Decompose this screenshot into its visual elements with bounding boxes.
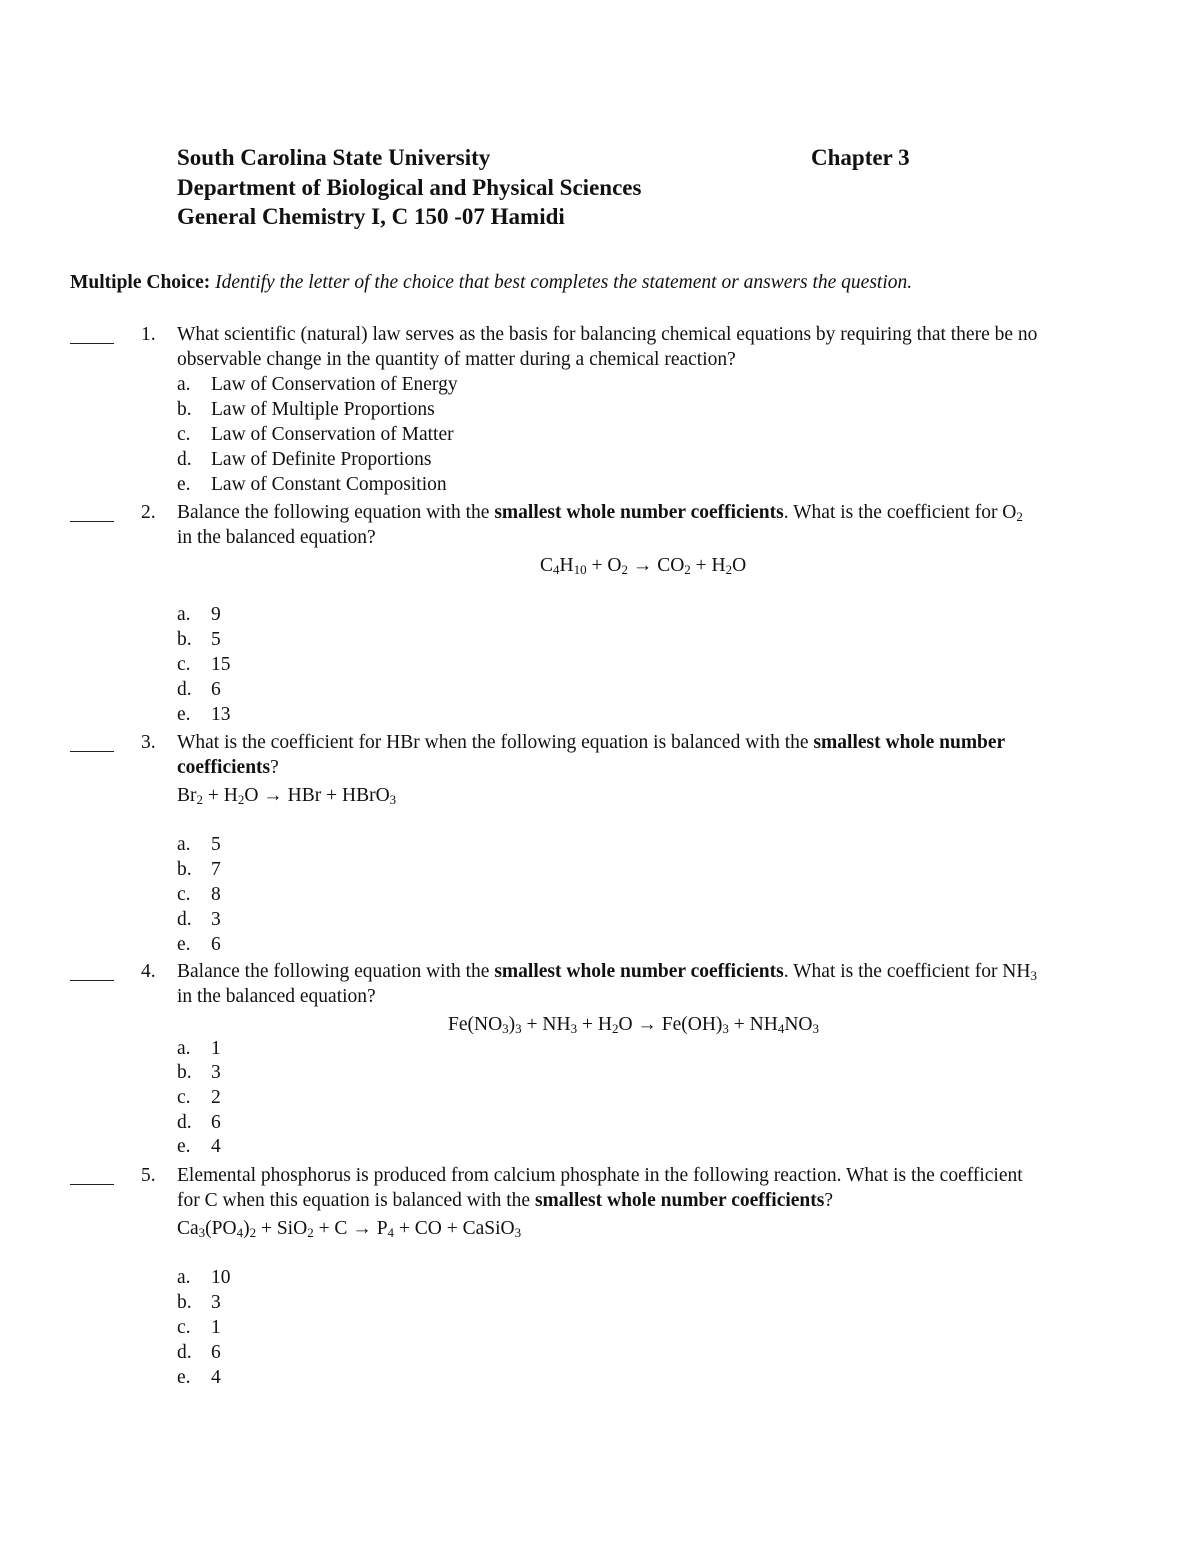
instructions-text: Identify the letter of the choice that best completes the statement or answers the question.: [215, 272, 913, 293]
chemical-equation: $Br_2 + H_2O$ → HBr + HBrO$_3$: [177, 785, 397, 807]
question-number: 4.: [141, 961, 156, 982]
option-b: b. 7: [177, 859, 221, 880]
option-e: e. 13: [177, 704, 231, 725]
question-number: 2.: [141, 502, 156, 523]
option-a: a. 9: [177, 604, 221, 625]
answer-blank[interactable]: [70, 1184, 114, 1185]
chemical-equation: $C_4H_{10} + O_2 \to CO_2 + H_2O$: [540, 555, 747, 577]
option-d: d. Law of Definite Proportions: [177, 449, 432, 470]
option-b: b. 5: [177, 629, 221, 650]
option-e: e. Law of Constant Composition: [177, 474, 447, 495]
chemical-equation: $Fe(NO_3)_3 + NH_3 + H_2O \to Fe(OH)_3 + NH_4NO_3$: [448, 1014, 820, 1036]
answer-blank[interactable]: [70, 343, 114, 344]
option-d: d. 6: [177, 1112, 221, 1133]
instructions-label: Multiple Choice:: [70, 272, 211, 293]
question-text: Elemental phosphorus is produced from calcium phosphate in the following reaction. What is the coefficient for C when this equation is balanced with the smallest whole number coefficients?: [177, 1165, 1023, 1211]
question-number: 3.: [141, 732, 156, 753]
option-c: c. 8: [177, 884, 221, 905]
answer-blank[interactable]: [70, 751, 114, 752]
chemical-equation: $Ca_3(PO_4)_2 + SiO_2 + C \to P_4$ + CO + CaSiO$_3$: [177, 1218, 522, 1240]
option-e: e. 4: [177, 1367, 221, 1388]
department-name: Department of Biological and Physical Sciences: [177, 174, 642, 200]
option-b: b. Law of Multiple Proportions: [177, 399, 435, 420]
option-a: a. 1: [177, 1038, 221, 1059]
question-text: What scientific (natural) law serves as the basis for balancing chemical equations by requiring that there be no observable change in the quantity of matter during a chemical reaction?: [177, 324, 1038, 370]
answer-blank[interactable]: [70, 521, 114, 522]
option-b: b. 3: [177, 1292, 221, 1313]
question-number: 5.: [141, 1165, 156, 1186]
option-e: e. 6: [177, 934, 221, 955]
option-c: c. 2: [177, 1087, 221, 1108]
question-number: 1.: [141, 324, 156, 345]
chapter-label: Chapter 3: [811, 145, 910, 170]
university-name: South Carolina State University: [177, 145, 491, 170]
option-d: d. 6: [177, 1342, 221, 1363]
question-text: Balance the following equation with the smallest whole number coefficients. What is the coefficient for $O_2$ in the balanced equation?: [177, 502, 1023, 548]
course-name: General Chemistry I, C 150 -07 Hamidi: [177, 204, 565, 229]
option-d: d. 3: [177, 909, 221, 930]
question-text: What is the coefficient for HBr when the following equation is balanced with the smallest whole number coefficients?: [177, 732, 1006, 778]
option-c: c. 15: [177, 654, 231, 675]
instructions: [70, 272, 912, 294]
option-a: a. Law of Conservation of Energy: [177, 374, 458, 395]
option-d: d. 6: [177, 679, 221, 700]
answer-blank[interactable]: [70, 980, 114, 981]
option-e: e. 4: [177, 1136, 221, 1157]
option-a: a. 10: [177, 1267, 231, 1288]
option-c: c. Law of Conservation of Matter: [177, 424, 454, 445]
option-b: b. 3: [177, 1062, 221, 1083]
question-text: Balance the following equation with the smallest whole number coefficients. What is the coefficient for $NH_3$ in the balanced equation?: [177, 961, 1037, 1007]
option-a: a. 5: [177, 834, 221, 855]
option-c: c. 1: [177, 1317, 221, 1338]
document-header: [177, 143, 641, 232]
